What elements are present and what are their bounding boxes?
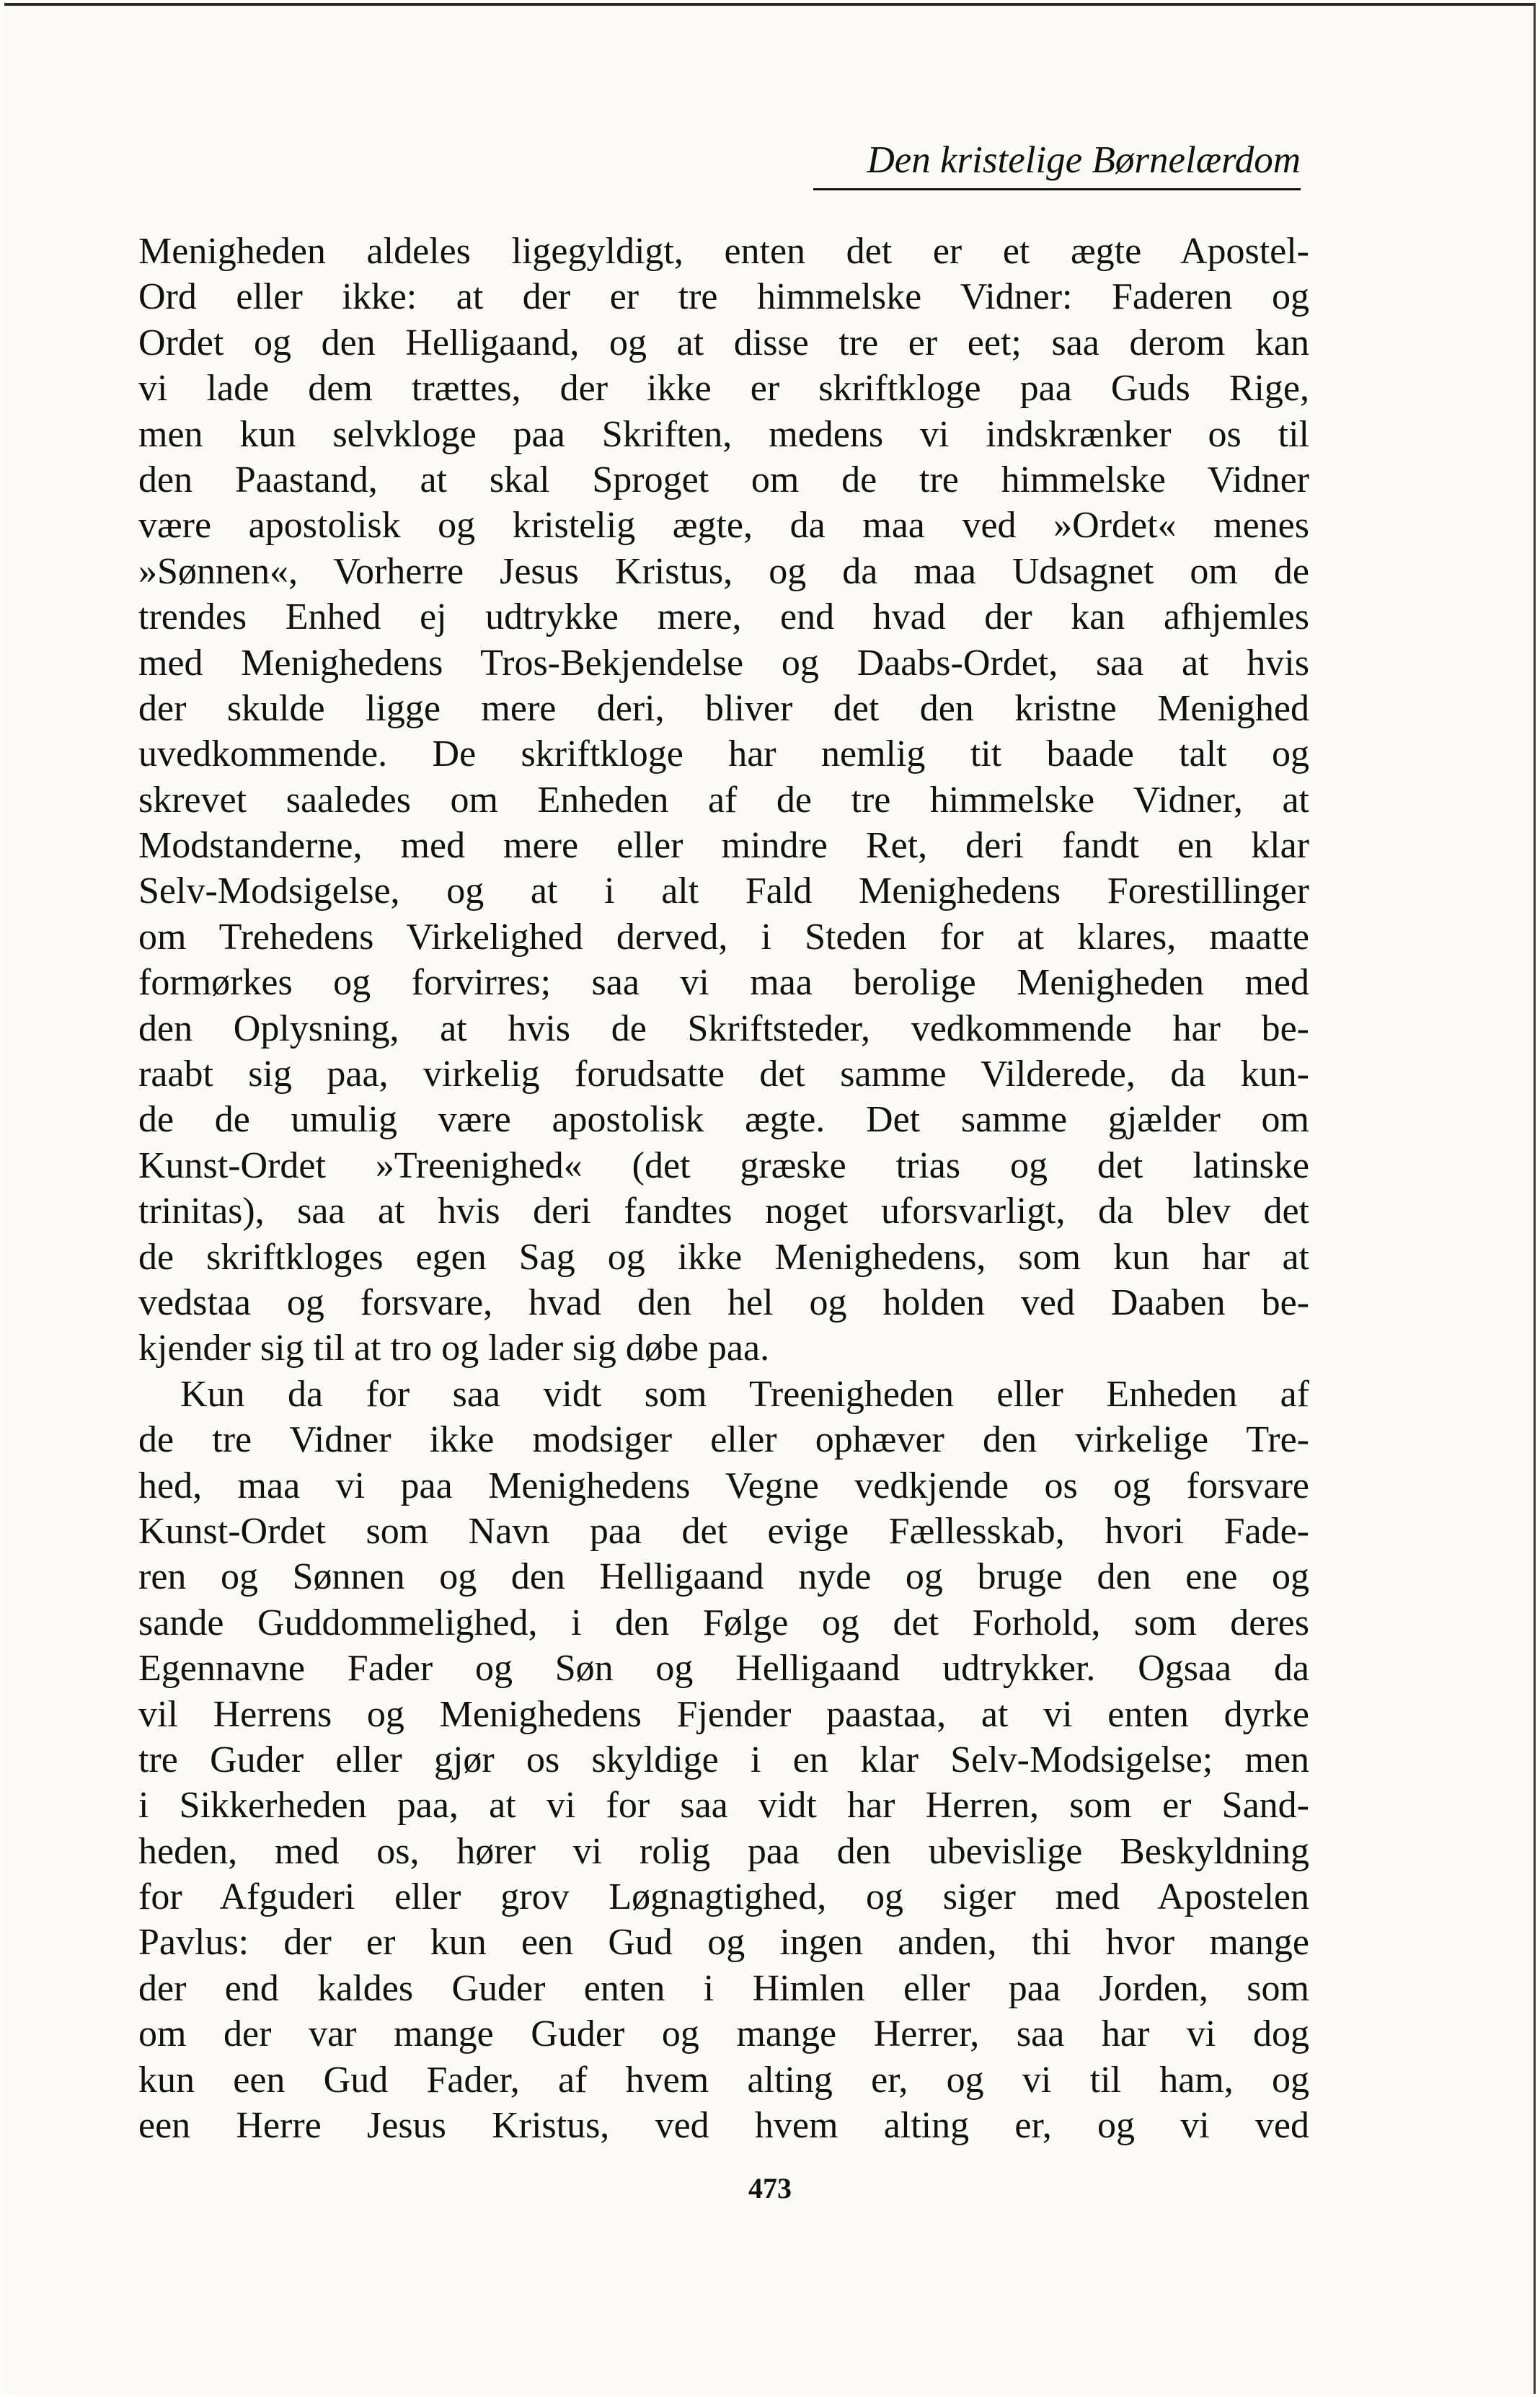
text-line: raabt sig paa, virkelig forudsatte det samme Vilderede, da kun- (138, 1054, 1309, 1095)
text-line: uvedkommende. De skriftkloge har nemlig tit baade talt og (138, 733, 1309, 775)
text-line: for Afguderi eller grov Løgnagtighed, og siger med Apostelen (138, 1876, 1309, 1918)
text-line: kun een Gud Fader, af hvem alting er, og vi til ham, og (138, 2059, 1309, 2101)
running-head-rule (813, 188, 1301, 190)
book-page (4, 3, 1536, 2394)
text-line: Kunst-Ordet »Treenighed« (det græske trias og det latinske (138, 1144, 1309, 1186)
text-line: være apostolisk og kristelig ægte, da maa ved »Ordet« menes (138, 505, 1309, 547)
text-line: Egennavne Fader og Søn og Helligaand udtrykker. Ogsaa da (138, 1648, 1309, 1690)
page-number: 473 (748, 2172, 792, 2204)
text-line: Modstanderne, med mere eller mindre Ret, deri fandt en klar (138, 825, 1309, 867)
text-line: de skriftkloges egen Sag og ikke Menighedens, som kun har at (138, 1236, 1309, 1278)
text-line: Selv-Modsigelse, og at i alt Fald Menighedens Forestillinger (138, 870, 1309, 912)
text-line: skrevet saaledes om Enheden af de tre himmelske Vidner, at (138, 779, 1309, 821)
text-line: heden, med os, hører vi rolig paa den ubevislige Beskyldning (138, 1830, 1309, 1872)
text-line: Ordet og den Helligaand, og at disse tre er eet; saa derom kan (138, 322, 1309, 363)
text-line: den Oplysning, at hvis de Skriftsteder, vedkommende har be- (138, 1007, 1309, 1049)
text-line: de de umulig være apostolisk ægte. Det samme gjælder om (138, 1099, 1309, 1141)
text-line: om Trehedens Virkelighed derved, i Steden for at klares, maatte (138, 916, 1309, 958)
text-line: den Paastand, at skal Sproget om de tre himmelske Vidner (138, 459, 1309, 500)
text-line: sande Guddommelighed, i den Følge og det Forhold, som deres (138, 1602, 1309, 1643)
text-line: een Herre Jesus Kristus, ved hvem alting er, og vi ved (138, 2105, 1309, 2147)
running-head: Den kristelige Børnelærdom (867, 139, 1301, 181)
text-line: i Sikkerheden paa, at vi for saa vidt har Herren, som er Sand- (138, 1785, 1309, 1827)
body-text (138, 229, 1309, 2148)
text-line: trendes Enhed ej udtrykke mere, end hvad der kan afhjemles (138, 596, 1309, 638)
text-line: Kunst-Ordet som Navn paa det evige Fællesskab, hvori Fade- (138, 1510, 1309, 1552)
text-line: vedstaa og forsvare, hvad den hel og holden ved Daaben be- (138, 1281, 1309, 1323)
text-line: der skulde ligge mere deri, bliver det den kristne Menighed (138, 687, 1309, 729)
text-line: vi lade dem trættes, der ikke er skriftkloge paa Guds Rige, (138, 368, 1309, 410)
text-line: formørkes og forvirres; saa vi maa berolige Menigheden med (138, 962, 1309, 1004)
text-line: hed, maa vi paa Menighedens Vegne vedkjende os og forsvare (138, 1465, 1309, 1506)
text-line: trinitas), saa at hvis deri fandtes noget uforsvarligt, da blev det (138, 1191, 1309, 1232)
text-line: Menigheden aldeles ligegyldigt, enten det er et ægte Apostel- (138, 231, 1309, 272)
text-line: ren og Sønnen og den Helligaand nyde og bruge den ene og (138, 1556, 1309, 1598)
text-line: Ord eller ikke: at der er tre himmelske Vidner: Faderen og (138, 276, 1309, 318)
paragraph-start-line: Kun da for saa vidt som Treenigheden eller Enheden af (180, 1373, 1309, 1415)
text-line: tre Guder eller gjør os skyldige i en klar Selv-Modsigelse; men (138, 1739, 1309, 1780)
text-line: de tre Vidner ikke modsiger eller ophæver den virkelige Tre- (138, 1419, 1309, 1461)
text-line: Pavlus: der er kun een Gud og ingen anden, thi hvor mange (138, 1922, 1309, 1964)
text-line: om der var mange Guder og mange Herrer, saa har vi dog (138, 2013, 1309, 2055)
text-line: »Sønnen«, Vorherre Jesus Kristus, og da maa Udsagnet om de (138, 550, 1309, 592)
text-line: men kun selvkloge paa Skriften, medens vi indskrænker os til (138, 413, 1309, 455)
paragraph-end-line: kjender sig til at tro og lader sig døbe paa. (138, 1328, 770, 1369)
text-line: med Menighedens Tros-Bekjendelse og Daabs-Ordet, saa at hvis (138, 642, 1309, 684)
text-line: vil Herrens og Menighedens Fjender paastaa, at vi enten dyrke (138, 1693, 1309, 1735)
text-line: der end kaldes Guder enten i Himlen eller paa Jorden, som (138, 1967, 1309, 2009)
